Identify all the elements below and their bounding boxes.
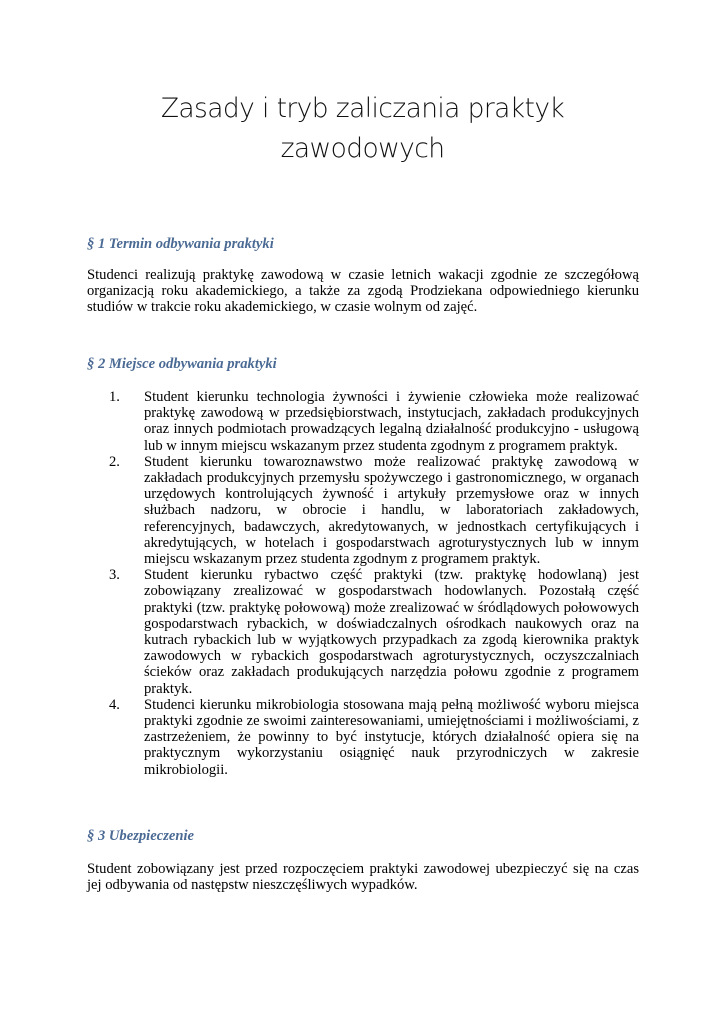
list-item [87,389,639,454]
title-line-2: zawodowych [280,133,445,164]
section-3-paragraph: Student zobowiązany jest przed rozpoczęciem praktyki zawodowej ubezpieczyć się na czas jej odbywania od następstw nieszczęśliwych wypadków. [87,861,639,894]
section-2-list [87,389,639,778]
list-item-number: 4. [109,696,120,713]
list-item-number: 3. [109,567,120,584]
section-2-heading: § 2 Miejsce odbywania praktyki [87,356,277,372]
list-item-number: 2. [109,453,120,470]
list-item [87,454,639,567]
list-item-text: Student kierunku towaroznawstwo może realizować praktykę zawodową w zakładach produkcyjnych przemysłu spożywczego i gastronomicznego, w organach urzędowych kontrolujących żywność i artykuły przemysłowe oraz w innych służbach nadzoru, w obrocie i handlu, w laboratoriach zakładowych, referencyjnych, badawczych, akredytowanych, w jednostkach certyfikujących i akredytujących, w hotelach i gospodarstwach agroturystycznych lub w innym miejscu wskazanym przez studenta zgodnym z programem praktyk. [144,453,639,568]
list-item-number: 1. [109,389,120,405]
list-item-text: Studenci kierunku mikrobiologia stosowana mają pełną możliwość wyboru miejsca praktyki zgodnie ze swoimi zainteresowaniami, umiejętnościami i możliwościami, z zastrzeżeniem, że powinny to być instytucje, których działalność opiera się na praktycznym wykorzystaniu osiągnięć nauk przyrodniczych w zakresie mikrobiologii. [144,696,639,778]
section-1-paragraph: Studenci realizują praktykę zawodową w czasie letnich wakacji zgodnie ze szczegółową organizacją roku akademickiego, a także za zgodą Prodziekana odpowiedniego kierunku studiów w trakcie roku akademickiego, w czasie wolnym od zajęć. [87,267,639,316]
document-title [60,89,665,169]
section-1-heading: § 1 Termin odbywania praktyki [87,236,274,252]
list-item-text: Student kierunku rybactwo część praktyki (tzw. praktykę hodowlaną) jest zobowiązany zrealizować w gospodarstwach hodowlanych. Pozostałą część praktyki (tzw. praktykę połowową) może zrealizować w śródlądowych połowowych gospodarstwach rybackich, w doświadczalnych ośrodkach naukowych oraz na kutrach rybackich lub w wyjątkowych przypadkach za zgodą kierownika praktyk zawodowych w rybackich gospodarstwach agroturystycznych, oczyszczalniach ścieków oraz zakładach produkujących narzędzia połowu zgodnie z programem praktyk. [144,567,639,697]
list-item [87,697,639,778]
section-3-heading: § 3 Ubezpieczenie [87,828,194,844]
title-line-1: Zasady i tryb zaliczania praktyk [160,93,565,124]
list-item-text: Student kierunku technologia żywności i żywienie człowieka może realizować praktykę zawodową w przedsiębiorstwach, instytucjach, zakładach produkcyjnych oraz innych podmiotach prowadzących legalną działalność produkcyjno - usługową lub w innym miejscu wskazanym przez studenta zgodnym z programem praktyk. [144,389,639,454]
list-item [87,567,639,697]
